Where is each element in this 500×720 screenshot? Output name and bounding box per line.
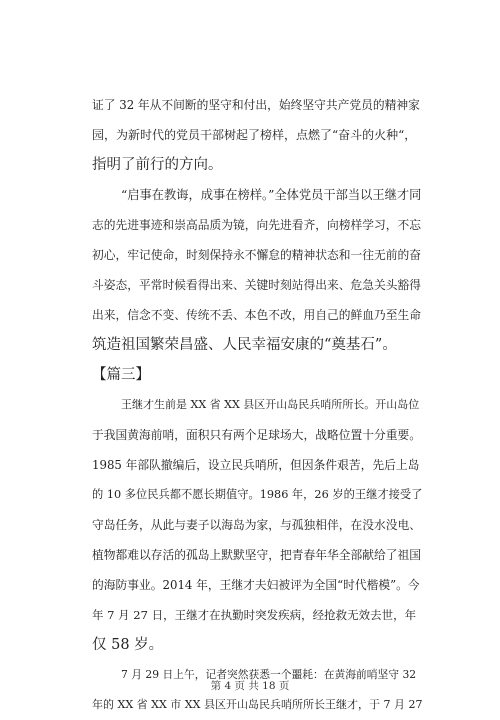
page-footer: 第 4 页 共 18 页 — [210, 680, 290, 692]
text-line: 7 月 29 日上午，记者突然获悉一个噩耗：在黄海前哨坚守 32 — [121, 668, 417, 681]
text-line: 的 10 多位民兵都不愿长期值守。1986 年，26 岁的王继才接受了 — [92, 488, 423, 501]
text-line: 守岛任务，从此与妻子以海岛为家，与孤独相伴，在没水没电、 — [92, 518, 421, 532]
text-line: 指明了前行的方向。 — [92, 157, 223, 173]
text-line: 出来，信念不变、传统不丢、本色不改，用自己的鲜血乃至生命 — [92, 308, 421, 322]
text-line: 1985 年部队撤编后，设立民兵哨所，但因条件艰苦，先后上岛 — [92, 458, 420, 472]
text-line: “启事在教诲，成事在榜样。”全体党员干部当以王继才同 — [121, 188, 422, 202]
text-line: 斗姿态，平常时候看得出来、关键时刻站得出来、危急关头豁得 — [92, 278, 421, 292]
text-line: 初心，牢记使命，时刻保持永不懈怠的精神状态和一往无前的奋 — [92, 248, 421, 262]
paragraph-3 — [92, 390, 422, 660]
text-line: 植物都难以存活的孤岛上默默坚守，把青春年华全部献给了祖国 — [92, 548, 421, 562]
text-line: 于我国黄海前哨，面积只有两个足球场大，战略位置十分重要。 — [92, 428, 421, 442]
text-line: 年 7 月 27 日，王继才在执勤时突发疾病，经抢救无效去世，年 — [92, 608, 417, 622]
section-heading: 【篇三】 — [92, 367, 150, 383]
paragraph-1 — [92, 90, 422, 180]
text-line: 王继才生前是 XX 省 XX 县区开山岛民兵哨所所长。开山岛位 — [121, 398, 420, 411]
text-line: 筑造祖国繁荣昌盛、人民幸福安康的“奠基石”。 — [92, 337, 397, 353]
text-line: 仅 58 岁。 — [92, 637, 164, 653]
text-line: 志的先进事迹和崇高品质为镜，向先进看齐，向榜样学习，不忘 — [92, 218, 421, 232]
document-body — [92, 90, 422, 720]
text-line: 年的 XX 省 XX 市 XX 县区开山岛民兵哨所所长王继才，于 7 月 27 — [92, 698, 423, 711]
text-line: 的海防事业。2014 年，王继才夫妇被评为全国“时代楷模”。今 — [92, 578, 420, 592]
text-line: 园，为新时代的党员干部树起了榜样，点燃了“奋斗的火种“， — [92, 128, 417, 142]
text-line: 证了 32 年从不间断的坚守和付出，始终坚守共产党员的精神家 — [92, 98, 420, 112]
paragraph-2 — [92, 180, 422, 360]
